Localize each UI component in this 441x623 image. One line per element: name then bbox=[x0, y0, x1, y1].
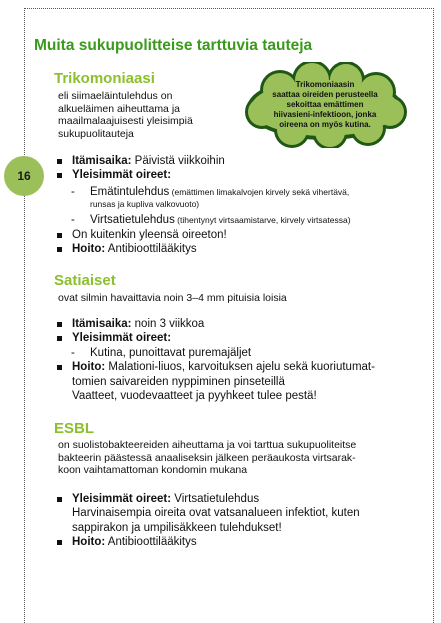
value: Päivistä viikkoihin bbox=[131, 155, 225, 167]
sub-item-ematintulehdus bbox=[58, 185, 351, 199]
esbl-list bbox=[58, 492, 408, 550]
list-item-symptoms bbox=[58, 492, 408, 506]
value: On kuitenkin yleensä oireeton! bbox=[72, 228, 227, 241]
intro-line: alkueläimen aiheuttama ja bbox=[58, 102, 180, 115]
symptoms-continued: Harvinaisempia oireita ovat vatsanalueen infektiot, kuten bbox=[72, 507, 360, 520]
cloud-line: saattaa oireiden perusteella bbox=[272, 90, 378, 99]
list-item-asymptomatic bbox=[58, 228, 351, 242]
label: Yleisimmät oireet: bbox=[72, 493, 172, 505]
sub-item-kutina bbox=[58, 346, 375, 360]
cloud-line: hiivasieni-infektioon, jonka bbox=[273, 110, 377, 119]
intro-line: on suolistobakteereiden aiheuttama ja voi tarttua sukupuoliteitse bbox=[58, 439, 357, 451]
intro-line: sukupuolitauteja bbox=[58, 127, 134, 140]
bullet-icon bbox=[57, 247, 62, 252]
label: Hoito: bbox=[72, 361, 106, 374]
label: Yleisimmät oireet: bbox=[72, 332, 172, 345]
section-heading-satiaiset: Satiaiset bbox=[54, 272, 116, 289]
symptoms-continued: sappirakon ja umpilisäkkeen tulehdukset! bbox=[72, 521, 282, 534]
section-heading-esbl: ESBL bbox=[54, 420, 95, 437]
list-item-incubation bbox=[58, 154, 351, 168]
bullet-icon bbox=[57, 540, 62, 545]
page-border-top bbox=[24, 8, 434, 9]
label: Itämisaika: bbox=[72, 318, 132, 330]
value: Virtsatietulehdus bbox=[90, 214, 175, 227]
page-border-right bbox=[433, 8, 434, 623]
trikomoniaasi-intro bbox=[58, 90, 193, 140]
cloud-line: Trikomoniaasin bbox=[295, 80, 355, 89]
label: Yleisimmät oireet: bbox=[72, 169, 172, 182]
value: noin 3 viikkoa bbox=[131, 318, 205, 330]
value: Antibioottilääkitys bbox=[105, 536, 197, 549]
intro-line: koon vaihtamattoman kondomin mukana bbox=[58, 464, 248, 476]
page-title: Muita sukupuolitteise tarttuvia tauteja bbox=[34, 37, 313, 54]
cloud-note bbox=[240, 62, 410, 148]
intro-line: bakteerin päästessä anaaliseksin jälkeen peräaukosta virtsarak- bbox=[58, 451, 356, 464]
bullet-icon bbox=[57, 497, 62, 502]
detail: (tihentynyt virtsaamistarve, kirvely virtsatessa) bbox=[174, 215, 351, 226]
bullet-icon bbox=[57, 336, 62, 341]
label: Hoito: bbox=[72, 536, 106, 549]
list-item-treatment bbox=[58, 360, 375, 374]
cloud-line: sekoittaa emättimen bbox=[286, 100, 364, 109]
bullet-icon bbox=[57, 173, 62, 178]
value: Virtsatietulehdus bbox=[171, 493, 260, 505]
cloud-line: oireena on myös kutina. bbox=[279, 120, 371, 129]
intro-line: eli siimaeläintulehdus on bbox=[58, 90, 173, 102]
bullet-icon bbox=[57, 233, 62, 238]
sub-item-detail: runsas ja kupliva valkovuoto) bbox=[90, 199, 200, 210]
list-item-treatment bbox=[58, 535, 408, 549]
cloud-note-text bbox=[256, 80, 394, 130]
dash-icon: - bbox=[71, 346, 75, 359]
list-item-treatment bbox=[58, 242, 351, 256]
satiaiset-intro: ovat silmin havaittavia noin 3–4 mm pituisia loisia bbox=[58, 292, 287, 304]
section-heading-trikomoniaasi: Trikomoniaasi bbox=[54, 70, 155, 87]
dash-icon: - bbox=[71, 185, 75, 198]
list-item-incubation bbox=[58, 317, 375, 331]
page-border-left bbox=[24, 8, 25, 623]
page-number: 16 bbox=[17, 169, 31, 183]
bullet-icon bbox=[57, 322, 62, 327]
sub-item-virtsatietulehdus bbox=[58, 213, 351, 227]
list-item-symptoms bbox=[58, 168, 351, 182]
dash-icon: - bbox=[71, 214, 75, 227]
trikomoniaasi-list bbox=[58, 154, 351, 256]
intro-line: maailmalaajuisesti yleisimpiä bbox=[58, 115, 193, 127]
label: Itämisaika: bbox=[72, 155, 132, 167]
label: Hoito: bbox=[72, 243, 106, 256]
esbl-intro bbox=[58, 439, 410, 477]
treatment-note: Vaatteet, vuodevaatteet ja pyyhkeet tulee pestä! bbox=[72, 390, 317, 403]
page-number-badge bbox=[4, 156, 44, 196]
bullet-icon bbox=[57, 365, 62, 370]
treatment-continued: tomien saivareiden nyppiminen pinseteillä bbox=[72, 375, 285, 388]
value: Emätintulehdus bbox=[90, 185, 170, 198]
satiaiset-list bbox=[58, 317, 375, 403]
value: Kutina, punoittavat puremajäljet bbox=[90, 346, 252, 359]
detail: (emättimen limakalvojen kirvely sekä vihertävä, bbox=[169, 186, 350, 197]
list-item-symptoms bbox=[58, 331, 375, 345]
bullet-icon bbox=[57, 159, 62, 164]
value: Antibioottilääkitys bbox=[105, 243, 197, 256]
value: Malationi-liuos, karvoituksen ajelu sekä kuoriutumat- bbox=[105, 361, 375, 374]
